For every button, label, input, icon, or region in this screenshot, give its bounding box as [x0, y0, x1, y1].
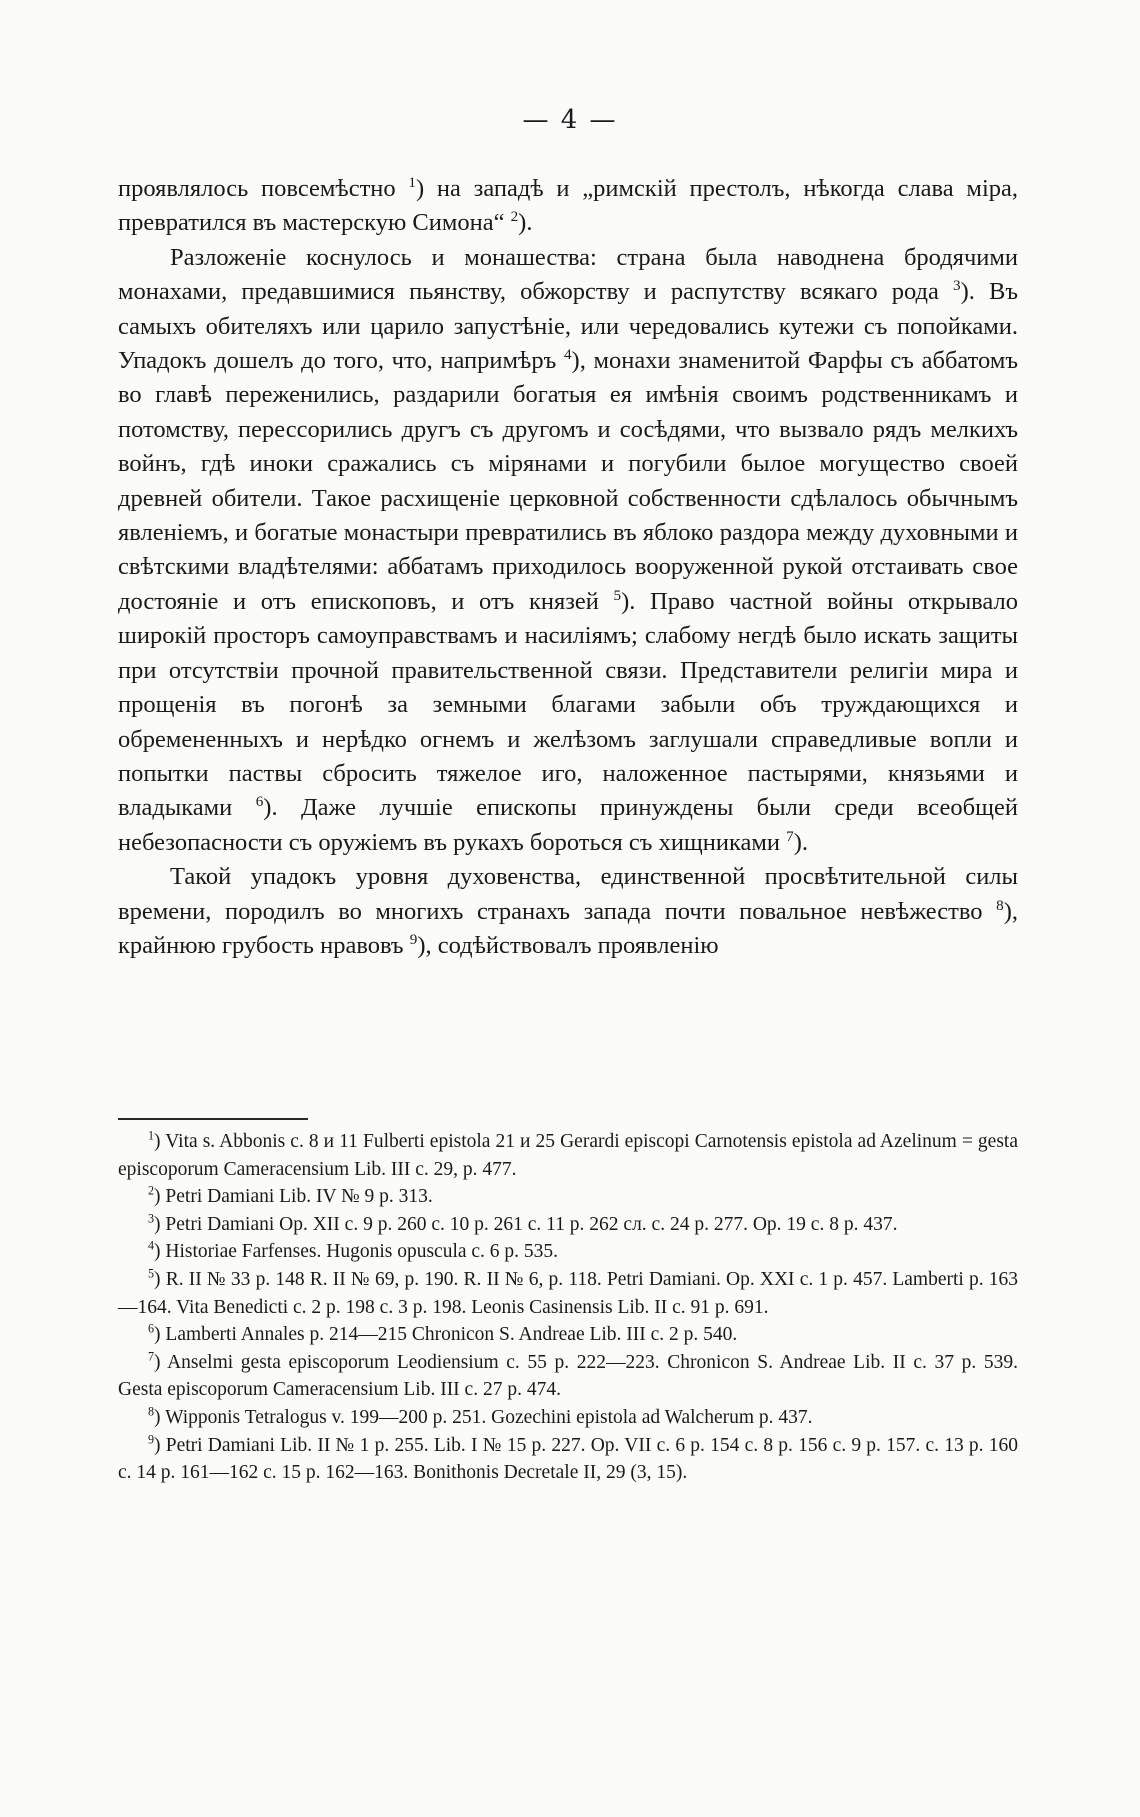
text-run: ).: [518, 209, 533, 237]
footnote-1: $^1$) Vita s. Abbonis c. 8 и 11 Fulberti epistola 21 и 25 Gerardi episcopi Carnotensis epistola ad Azelinum = gesta episcoporum Cameracensium Lib. III c. 29, p. 477.: [118, 1128, 1018, 1180]
footnote-reference: 7: [786, 827, 794, 845]
paragraph-1: [118, 172, 1018, 241]
footnote-reference: 1: [408, 173, 416, 191]
footnote-mark: 5: [148, 1266, 155, 1281]
footnote-reference: 4: [563, 345, 572, 363]
footnote-7: $^7$) Anselmi gesta episcoporum Leodiensium c. 55 p. 222—223. Chronicon S. Andreae Lib. II c. 37 p. 539. Gesta episcoporum Cameracensium Lib. III c. 27 p. 474.: [118, 1349, 1018, 1401]
footnote-reference: 6: [255, 793, 264, 811]
footnote-text: Wipponis Tetralogus v. 199—200 p. 251. Gozechini epistola ad Walcherum p. 437.: [165, 1406, 813, 1428]
footnote-mark: 8: [148, 1404, 155, 1419]
text-run: ), крайнюю грубость нравовъ: [118, 897, 1018, 959]
footnote-mark: 7: [148, 1349, 155, 1364]
footnote-9: $^9$) Petri Damiani Lib. II № 1 p. 255. Lib. I № 15 p. 227. Op. VII c. 6 p. 154 c. 8 p. 156 c. 9 p. 157. c. 13 p. 160 c. 14 p. 161—162 c. 15 p. 162—163. Bonithonis Decretale II, 29 (3, 15).: [118, 1432, 1019, 1484]
footnote-3: $^3$) Petri Damiani Op. XII c. 9 p. 260 c. 10 p. 261 c. 11 p. 262 сл. c. 24 p. 277. Op. 19 c. 8 p. 437.: [148, 1211, 898, 1235]
footnote-text: Petri Damiani Op. XII c. 9 p. 260 c. 10 p. 261 c. 11 p. 262 сл. c. 24 p. 277. Op. 19 c. 8 p. 437.: [165, 1213, 898, 1235]
paragraph-2: [118, 241, 1018, 860]
footnote-mark: 4: [148, 1238, 155, 1253]
text-run: Такой упадокъ уровня духовенства, единственной просвѣтительной силы времени, породилъ во многихъ странахъ запада почти повальное невѣжество: [118, 863, 1018, 925]
text-run: ), содѣйствовалъ проявленію: [417, 931, 719, 959]
footnote-reference: 5: [613, 586, 622, 604]
footnote-2: $^2$) Petri Damiani Lib. IV № 9 p. 313.: [148, 1183, 433, 1208]
footnote-text: R. II № 33 p. 148 R. II № 69, p. 190. R. II № 6, p. 118. Petri Damiani. Op. XXI c. 1 p. 457. Lamberti p. 163—164. Vita Benedicti c. 2 p. 198 c. 3 p. 198. Leonis Casinensis Lib. II c. 91 p. 691.: [118, 1268, 1018, 1318]
text-run: Разложеніе коснулось и монашества: страна была наводнена бродячими монахами, предавшимися пьянству, обжорству и распутству всякаго рода: [118, 243, 1018, 306]
footnote-mark: 1: [148, 1128, 155, 1143]
footnote-mark: 2: [148, 1183, 155, 1198]
footnote-text: Petri Damiani Lib. IV № 9 p. 313.: [165, 1186, 433, 1208]
body-text: [118, 172, 1018, 963]
text-run: проявлялось повсемѣстно: [118, 175, 409, 202]
text-run: ), монахи знаменитой Фарфы съ аббатомъ во главѣ переженились, раздарили богатыя ея имѣнія своимъ родственникамъ и потомству, перессорились другъ съ другомъ и сосѣдями, что вызвало рядъ мелкихъ войнъ, гдѣ иноки сражались съ мірянами и погубили былое могущество своей древней обители. Такое расхищеніе церковной собственности сдѣлалось обычнымъ явленіемъ, и богатые монастыри превратились въ яблоко раздора между духовными и свѣтскими владѣтелями: аббатамъ приходилось вооруженной рукой отстаивать свое достояніе и отъ епископовъ, и отъ князей: [118, 347, 1019, 615]
footnote-4: $^4$) Historiae Farfenses. Hugonis opuscula c. 6 p. 535.: [148, 1238, 559, 1263]
footnote-reference: 3: [953, 277, 961, 295]
footnote-text: Anselmi gesta episcoporum Leodiensium c. 55 p. 222—223. Chronicon S. Andreae Lib. II c. 37 p. 539. Gesta episcoporum Cameracensium Lib. III c. 27 p. 474.: [118, 1351, 1018, 1401]
page-number: — 4 —: [522, 105, 618, 135]
paragraph-3: [118, 860, 1018, 963]
footnote-reference: 2: [510, 208, 519, 226]
text-run: ). Даже лучшіе епископы принуждены были среди всеобщей небезопасности съ оружіемъ въ рукахъ бороться съ хищниками: [118, 794, 1018, 856]
footnote-mark: 3: [148, 1211, 155, 1226]
text-run: ). Въ самыхъ обителяхъ или царило запустѣніе, или чередовались кутежи съ попойками. Упадокъ дошелъ до того, что, напримѣръ: [118, 278, 1019, 375]
footnote-mark: 6: [148, 1321, 155, 1336]
footnotes: [118, 1128, 1018, 1487]
footnote-8: $^8$) Wipponis Tetralogus v. 199—200 p. 251. Gozechini epistola ad Walcherum p. 437.: [148, 1404, 813, 1428]
footnote-separator: [118, 1118, 308, 1120]
text-run: ) на западѣ и „римскій престолъ, нѣкогда слава міра, превратился въ мастерскую Симона“: [118, 175, 1018, 237]
footnote-text: Vita s. Abbonis c. 8 и 11 Fulberti epistola 21 и 25 Gerardi episcopi Carnotensis epistola ad Azelinum = gesta episcoporum Cameracensium Lib. III c. 29, p. 477.: [118, 1131, 1018, 1180]
text-run: ).: [793, 828, 809, 856]
footnote-text: Petri Damiani Lib. II № 1 p. 255. Lib. I № 15 p. 227. Op. VII c. 6 p. 154 c. 8 p. 156 c. 9 p. 157. c. 13 p. 160 c. 14 p. 161—162 c. 15 p. 162—163. Bonithonis Decretale II, 29 (3, 15).: [118, 1434, 1019, 1484]
footnote-5: $^5$) R. II № 33 p. 148 R. II № 69, p. 190. R. II № 6, p. 118. Petri Damiani. Op. XXI c. 1 p. 457. Lamberti p. 163—164. Vita Benedicti c. 2 p. 198 c. 3 p. 198. Leonis Casinensis Lib. II c. 91 p. 691.: [118, 1266, 1018, 1318]
footnote-mark: 9: [148, 1432, 155, 1447]
text-run: ). Право частной войны открывало широкій просторъ самоуправствамъ и насиліямъ; слабому негдѣ было искать защиты при отсутствіи прочной правительственной связи. Представители религіи мира и прощенія въ погонѣ за земными благами забыли объ труждающихся и обремененныхъ и нерѣдко огнемъ и желѣзомъ заглушали справедливые вопли и попытки паствы сбросить тяжелое иго, наложенное пастырями, князьями и владыками: [118, 587, 1018, 822]
footnote-text: Historiae Farfenses. Hugonis opuscula c. 6 p. 535.: [165, 1241, 559, 1263]
footnote-6: $^6$) Lamberti Annales p. 214—215 Chronicon S. Andreae Lib. III c. 2 p. 540.: [148, 1321, 738, 1346]
footnote-reference: 9: [409, 930, 418, 948]
footnote-text: Lamberti Annales p. 214—215 Chronicon S. Andreae Lib. III c. 2 p. 540.: [165, 1324, 738, 1346]
footnote-reference: 8: [996, 896, 1004, 914]
